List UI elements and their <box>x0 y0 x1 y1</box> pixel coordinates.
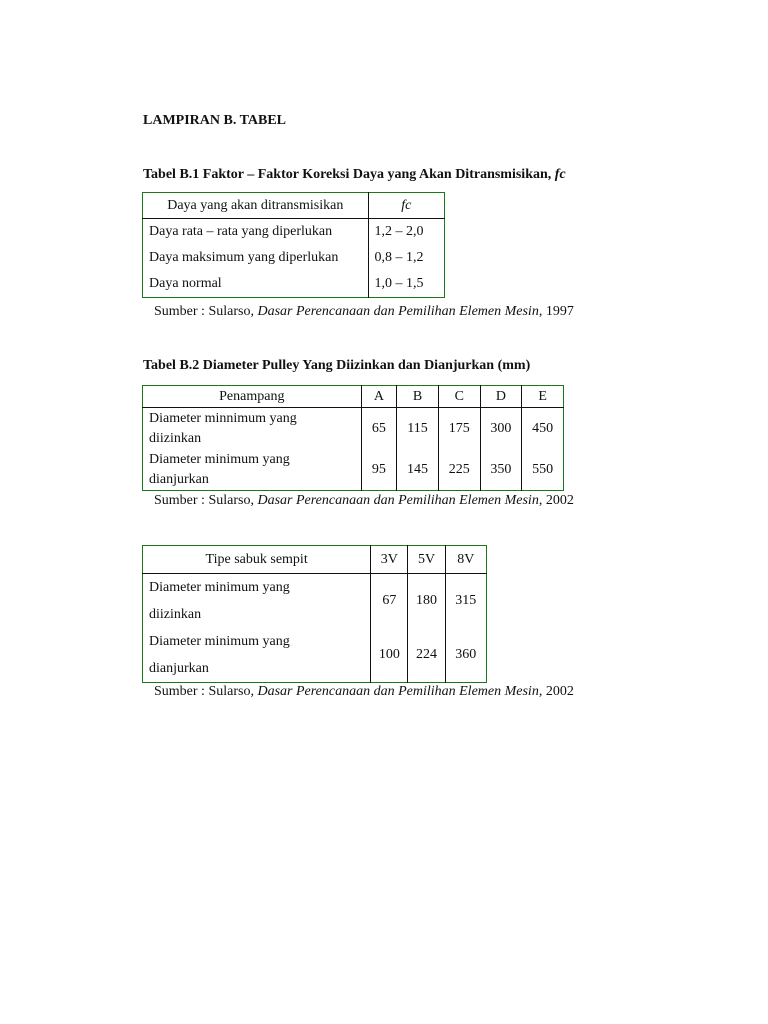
table3-row-label <box>143 628 371 683</box>
table3-header-cell: 3V <box>371 546 408 574</box>
source-suffix: , 2002 <box>538 493 574 508</box>
table1-caption-symbol: fc <box>554 167 566 182</box>
table1 <box>142 192 445 298</box>
label-line: dianjurkan <box>149 661 209 676</box>
table2-header-cell: E <box>522 386 564 408</box>
table2-cell: 95 <box>361 449 397 491</box>
table2-header-cell: B <box>397 386 439 408</box>
table3-cell: 315 <box>455 593 477 608</box>
table3 <box>142 545 487 683</box>
table1-cell: 0,8 – 1,2 <box>374 250 424 265</box>
table1-cell: 1,2 – 2,0 <box>374 224 424 239</box>
table-row <box>143 408 564 450</box>
table2-cell: 225 <box>438 449 480 491</box>
table1-source <box>154 304 574 320</box>
table2-row-label <box>143 449 362 491</box>
table3-cell: 360 <box>455 647 477 662</box>
source-suffix: , 1997 <box>538 304 574 319</box>
page-heading: LAMPIRAN B. TABEL <box>143 113 287 128</box>
table-row <box>143 271 445 298</box>
table2-cell: 145 <box>397 449 439 491</box>
table2-cell: 300 <box>480 408 522 450</box>
table2-header-cell: D <box>480 386 522 408</box>
source-prefix: Sumber : Sularso, <box>154 684 258 699</box>
table3-row-label <box>143 574 371 629</box>
label-line: dianjurkan <box>149 471 209 487</box>
table3-header-cell: Tipe sabuk sempit <box>143 546 371 574</box>
table2-cell: 350 <box>480 449 522 491</box>
source-prefix: Sumber : Sularso, <box>154 493 258 508</box>
label-line: diizinkan <box>149 430 202 446</box>
table1-caption-text: Tabel B.1 Faktor – Faktor Koreksi Daya yang Akan Ditransmisikan, <box>143 167 555 182</box>
table1-header-cell: Daya yang akan ditransmisikan <box>143 193 369 219</box>
table-row <box>143 628 487 683</box>
table1-cell: Daya maksimum yang diperlukan <box>143 245 369 271</box>
label-line: Diameter minimum yang <box>149 580 290 595</box>
table1-header-cell: fc <box>368 193 444 219</box>
table1-cell: Daya normal <box>143 271 369 298</box>
table2-header-cell: Penampang <box>143 386 362 408</box>
table2-caption: Tabel B.2 Diameter Pulley Yang Diizinkan dan Dianjurkan (mm) <box>143 358 531 373</box>
source-prefix: Sumber : Sularso, <box>154 304 258 319</box>
source-title: Dasar Perencanaan dan Pemilihan Elemen Mesin <box>257 493 539 508</box>
table-row <box>143 449 564 491</box>
table3-cell: 180 <box>408 574 445 629</box>
source-title: Dasar Perencanaan dan Pemilihan Elemen Mesin <box>257 684 539 699</box>
table3-source <box>154 684 574 700</box>
source-title: Dasar Perencanaan dan Pemilihan Elemen Mesin <box>257 304 539 319</box>
table2-cell: 175 <box>438 408 480 450</box>
table2-cell: 115 <box>397 408 439 450</box>
table2 <box>142 385 564 491</box>
table-row <box>143 574 487 629</box>
label-line: diizinkan <box>149 607 202 622</box>
table3-cell: 224 <box>408 628 445 683</box>
table1-header-row <box>143 193 445 219</box>
table3-cell: 67 <box>371 574 408 629</box>
table2-row-label <box>143 408 362 450</box>
table1-cell: Daya rata – rata yang diperlukan <box>143 219 369 246</box>
source-suffix: , 2002 <box>538 684 574 699</box>
table2-header-cell: A <box>361 386 397 408</box>
label-line: Diameter minimum yang <box>149 451 290 467</box>
table2-cell: 550 <box>532 461 554 477</box>
table2-cell: 65 <box>361 408 397 450</box>
table-row <box>143 245 445 271</box>
label-line: Diameter minimum yang <box>149 634 290 649</box>
table2-header-cell: C <box>438 386 480 408</box>
table1-cell: 1,0 – 1,5 <box>374 276 424 291</box>
table2-header-row <box>143 386 564 408</box>
table3-header-row <box>143 546 487 574</box>
label-line: Diameter minnimum yang <box>149 410 297 426</box>
table3-header-cell: 8V <box>445 546 486 574</box>
table2-cell: 450 <box>532 420 554 436</box>
table3-cell: 100 <box>371 628 408 683</box>
table2-source <box>154 493 574 509</box>
table-row <box>143 219 445 246</box>
table1-caption <box>143 167 566 183</box>
table3-header-cell: 5V <box>408 546 445 574</box>
